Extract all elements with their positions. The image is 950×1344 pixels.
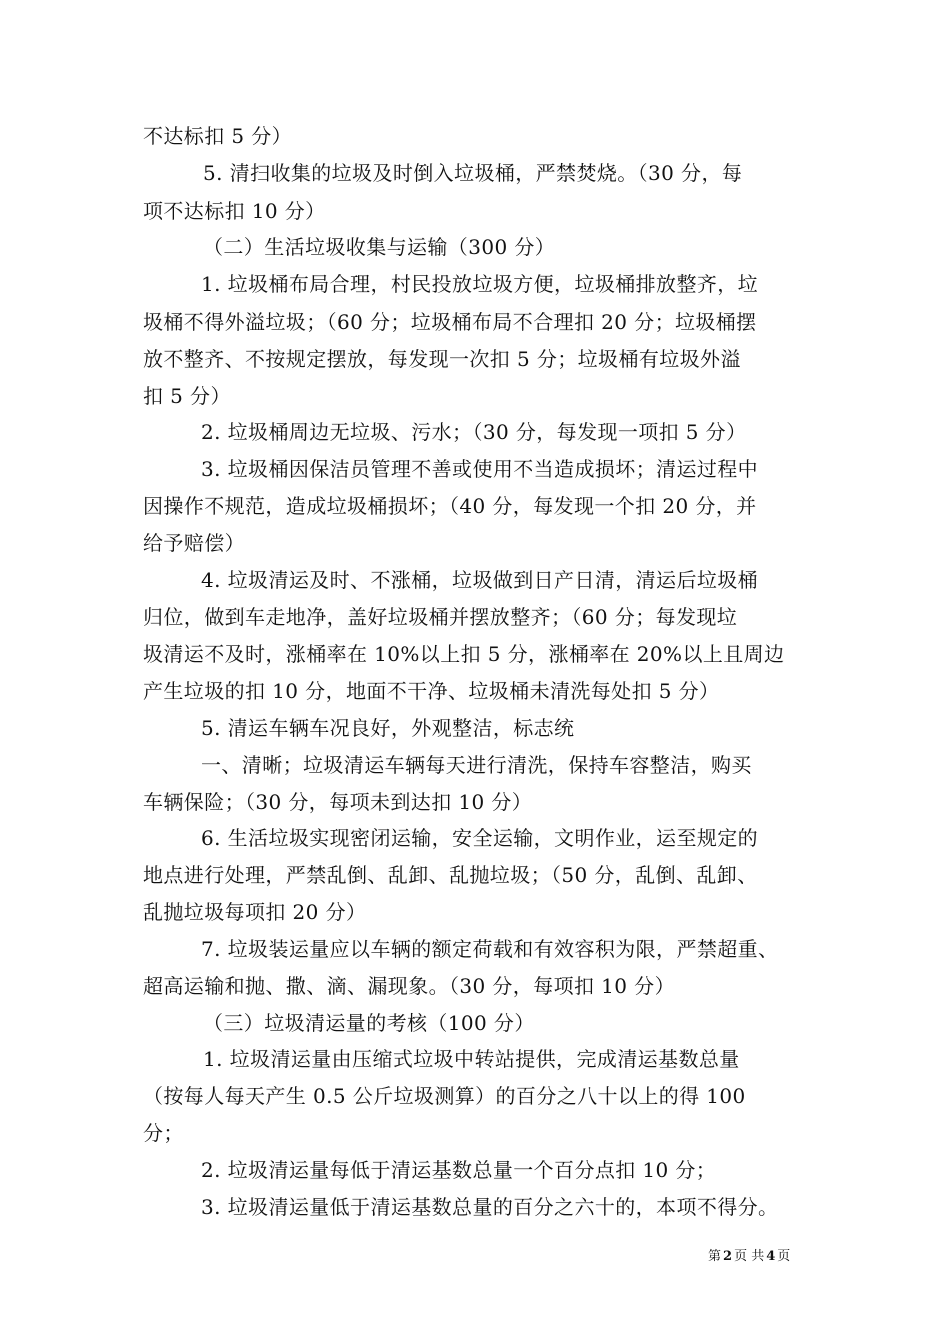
text-line: 1. 垃圾桶布局合理，村民投放垃圾方便，垃圾桶排放整齐，垃 — [201, 272, 759, 296]
section-heading: （三）垃圾清运量的考核（100 分） — [203, 1011, 535, 1035]
text-line: 因操作不规范，造成垃圾桶损坏；（40 分，每发现一个扣 20 分，并 — [143, 494, 757, 518]
text-line: 6. 生活垃圾实现密闭运输，安全运输，文明作业，运至规定的 — [201, 826, 759, 850]
text-line: 2. 垃圾清运量每低于清运基数总量一个百分点扣 10 分； — [201, 1158, 717, 1182]
current-page-number: 2 — [723, 1249, 733, 1264]
text-line: 项不达标扣 10 分） — [143, 199, 326, 223]
total-page-number: 4 — [766, 1249, 776, 1264]
text-line: 车辆保险；（30 分，每项未到达扣 10 分） — [143, 790, 533, 814]
text-line: 5. 清运车辆车况良好，外观整洁，标志统 — [201, 716, 575, 740]
text-line: 给予赔偿） — [143, 531, 245, 555]
text-line: 圾桶不得外溢垃圾；（60 分；垃圾桶布局不合理扣 20 分；垃圾桶摆 — [143, 310, 757, 334]
text-line: 不达标扣 5 分） — [143, 124, 293, 148]
text-line: 3. 垃圾桶因保洁员管理不善或使用不当造成损坏；清运过程中 — [201, 457, 759, 481]
text-line: 5. 清扫收集的垃圾及时倒入垃圾桶，严禁焚烧。（30 分，每 — [203, 161, 743, 185]
text-line: 乱抛垃圾每项扣 20 分） — [143, 900, 367, 924]
text-line: 3. 垃圾清运量低于清运基数总量的百分之六十的，本项不得分。 — [201, 1195, 779, 1219]
footer-prefix: 第 — [708, 1249, 722, 1264]
section-heading: （二）生活垃圾收集与运输（300 分） — [203, 235, 556, 259]
text-line: 超高运输和抛、撒、滴、漏现象。（30 分，每项扣 10 分） — [143, 974, 675, 998]
text-line: 2. 垃圾桶周边无垃圾、污水；（30 分，每发现一项扣 5 分） — [201, 420, 747, 444]
text-line: 放不整齐、不按规定摆放，每发现一次扣 5 分；垃圾桶有垃圾外溢 — [143, 347, 741, 371]
page-number-footer — [708, 1249, 790, 1265]
text-line: 圾清运不及时，涨桶率在 10%以上扣 5 分，涨桶率在 20%以上且周边 — [143, 642, 785, 666]
text-line: 4. 垃圾清运及时、不涨桶，垃圾做到日产日清，清运后垃圾桶 — [201, 568, 759, 592]
text-line: 7. 垃圾装运量应以车辆的额定荷载和有效容积为限，严禁超重、 — [201, 937, 779, 961]
text-line: 分； — [143, 1121, 184, 1145]
text-line: 扣 5 分） — [143, 384, 231, 408]
footer-suffix: 页 — [777, 1249, 791, 1264]
text-line: （按每人每天产生 0.5 公斤垃圾测算）的百分之八十以上的得 100 — [143, 1084, 746, 1108]
footer-middle: 页 共 — [734, 1249, 765, 1264]
text-line: 归位，做到车走地净，盖好垃圾桶并摆放整齐；（60 分；每发现垃 — [143, 605, 738, 629]
text-line: 地点进行处理，严禁乱倒、乱卸、乱抛垃圾；（50 分，乱倒、乱卸、 — [143, 863, 758, 887]
text-line: 1. 垃圾清运量由压缩式垃圾中转站提供，完成清运基数总量 — [203, 1047, 740, 1071]
text-line: 一、清晰；垃圾清运车辆每天进行清洗，保持车容整洁，购买 — [201, 753, 752, 777]
text-line: 产生垃圾的扣 10 分，地面不干净、垃圾桶未清洗每处扣 5 分） — [143, 679, 720, 703]
